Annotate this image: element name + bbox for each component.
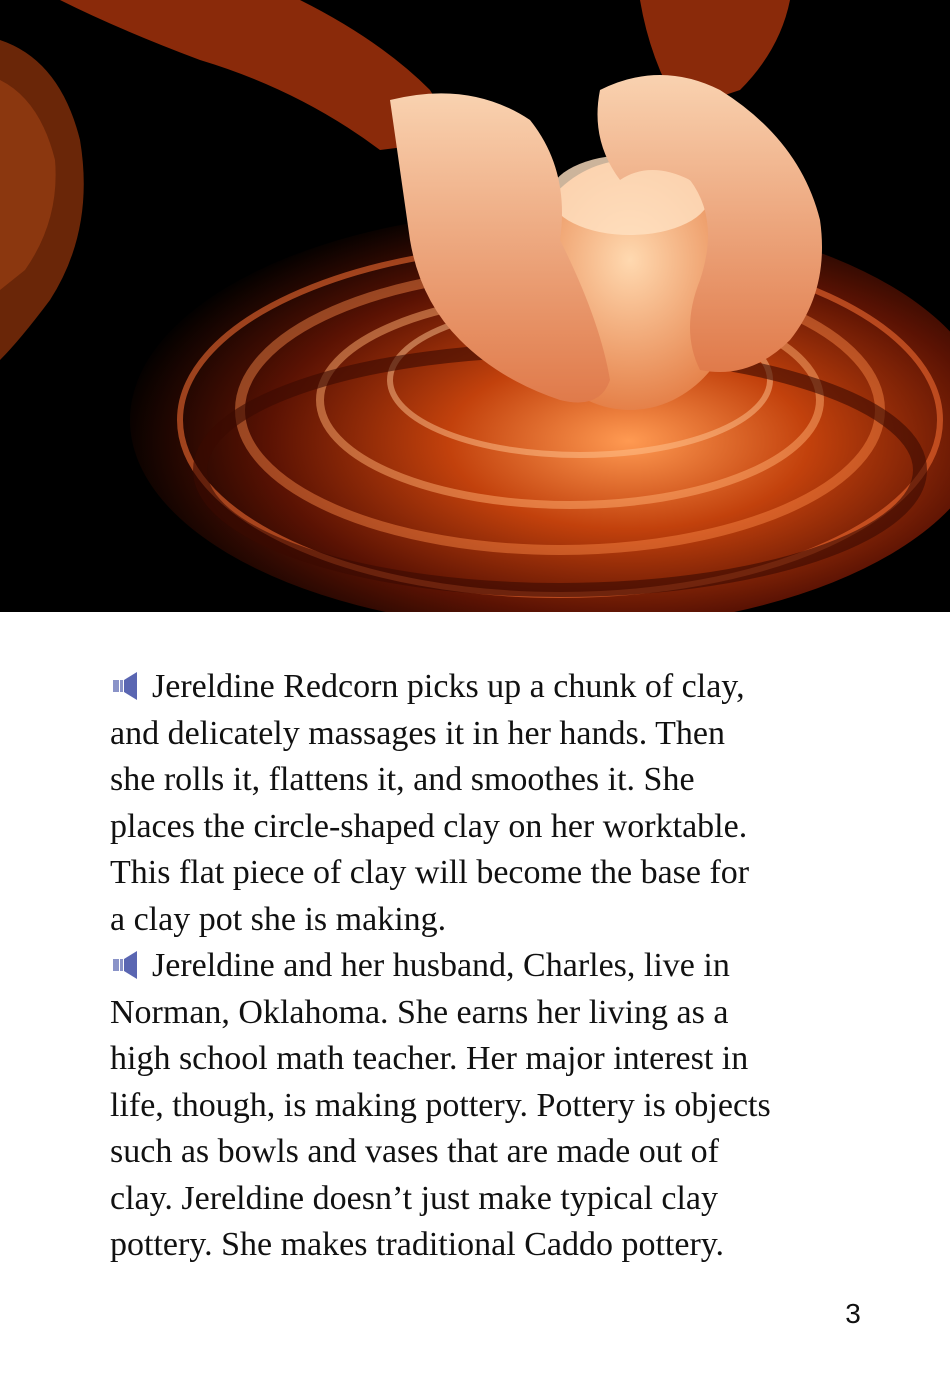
paragraph-line: a clay pot she is making. — [110, 900, 447, 938]
paragraph-line: This flat piece of clay will become the base for — [110, 854, 750, 891]
paragraph-line: places the circle-shaped clay on her worktable. — [110, 807, 748, 845]
paragraph-line: Jereldine and her husband, Charles, live in — [110, 943, 890, 990]
paragraph-line: she rolls it, flattens it, and smoothes it. She — [110, 761, 695, 798]
story-text — [110, 664, 890, 1269]
page-number: 3 — [845, 1298, 861, 1329]
paragraph-line: and delicately massages it in her hands. Then — [110, 714, 725, 752]
paragraph-line: Jereldine Redcorn picks up a chunk of clay, — [110, 664, 890, 711]
pottery-wheel-photo — [0, 0, 950, 612]
paragraph-2 — [110, 943, 890, 1269]
speaker-icon[interactable] — [110, 949, 140, 979]
speaker-icon[interactable] — [110, 670, 140, 700]
paragraph-line: life, though, is making pottery. Pottery is objects — [110, 1086, 771, 1124]
paragraph-line: Norman, Oklahoma. She earns her living as a — [110, 993, 729, 1031]
paragraph-line: high school math teacher. Her major interest in — [110, 1040, 749, 1077]
paragraph-line: such as bowls and vases that are made out of — [110, 1133, 719, 1170]
paragraph-line: pottery. She makes traditional Caddo pottery. — [110, 1226, 725, 1263]
paragraph-1 — [110, 664, 890, 943]
paragraph-line: clay. Jereldine doesn’t just make typical clay — [110, 1179, 719, 1217]
